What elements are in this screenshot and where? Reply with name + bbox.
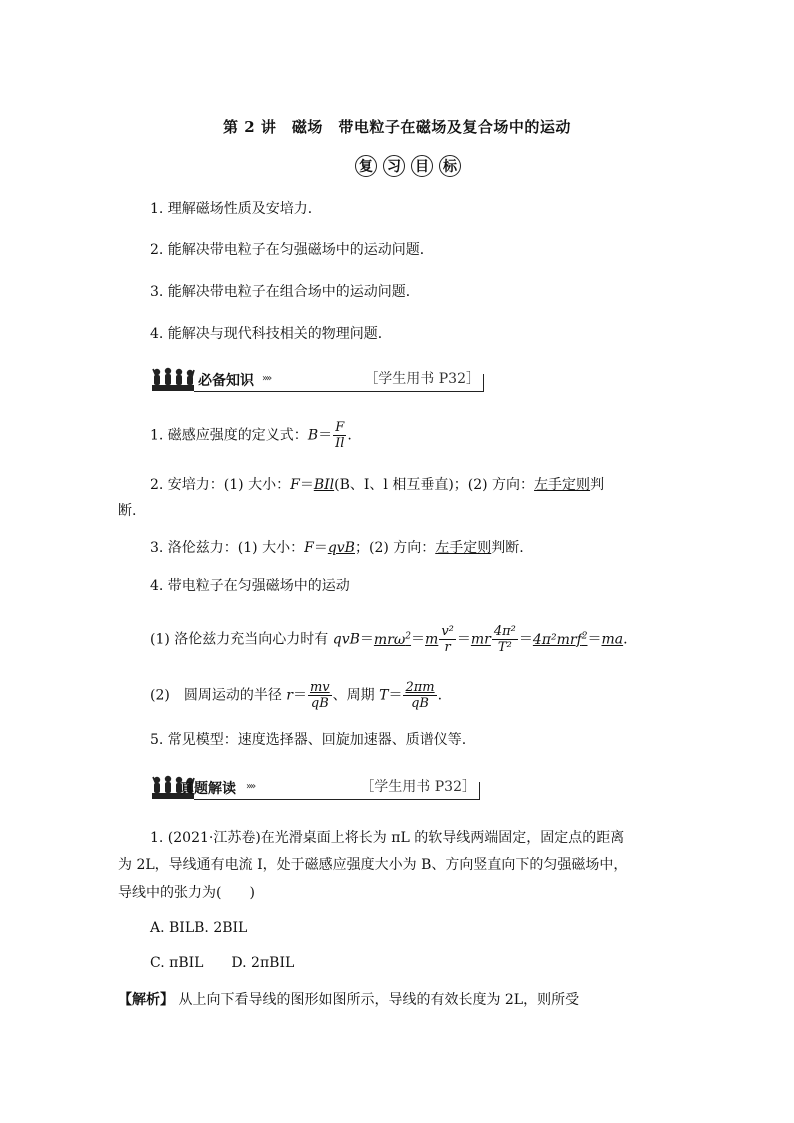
objective-item: 1. 理解磁场性质及安培力． bbox=[150, 201, 322, 217]
banner-tick bbox=[483, 374, 484, 392]
book-reference: ［学生用书 P32］ bbox=[360, 779, 476, 795]
analysis bbox=[118, 990, 579, 1010]
chevrons-icon: »» bbox=[262, 373, 271, 384]
goal-char: 复 bbox=[355, 155, 377, 177]
goal-char: 标 bbox=[439, 155, 461, 177]
goal-char: 习 bbox=[383, 155, 405, 177]
knowledge-2-cont: 断. bbox=[118, 503, 137, 519]
question-line: 为 2L，导线通有电流 I，处于磁感应强度大小为 B、方向竖直向下的匀强磁场中， bbox=[118, 857, 628, 873]
fraction: $\frac{mv}{qB}$ bbox=[309, 680, 330, 711]
objective-item: 4. 能解决与现代科技相关的物理问题． bbox=[150, 326, 392, 342]
chevrons-icon: »» bbox=[246, 781, 255, 792]
knowledge-2: 2. 安培力：(1) 大小：F＝BIl(B、I、l 相互垂直)；(2) 方向：左手定则判 bbox=[150, 477, 605, 493]
section-banner-knowledge bbox=[150, 364, 484, 394]
banner-rule bbox=[194, 799, 480, 800]
objective-item: 2. 能解决带电粒子在匀强磁场中的运动问题． bbox=[150, 242, 434, 258]
answer-options: A. BILB. 2BIL bbox=[150, 920, 248, 936]
section-title: 必备知识 bbox=[198, 373, 254, 389]
answer-options: C. πBIL D. 2πBIL bbox=[150, 955, 295, 971]
knowledge-4-1: (1) 洛伦兹力充当向心力时有 qvB＝mrω$^2$＝m $\frac{\text{v²}}{r}$ ＝mr $\frac{\text{4π²}}{\text{T²}}$ ＝4π²mrf$^2$＝ma. bbox=[150, 624, 628, 655]
fraction: $\frac{2\pi m}{qB}$ bbox=[405, 680, 435, 711]
review-goals-heading bbox=[355, 155, 461, 177]
knowledge-5: 5. 常见模型：速度选择器、回旋加速器、质谱仪等. bbox=[150, 732, 467, 748]
knowledge-4: 4. 带电粒子在匀强磁场中的运动 bbox=[150, 578, 350, 594]
section-banner-exam bbox=[150, 772, 480, 802]
question-line: 1. (2021·江苏卷)在光滑桌面上将长为 πL 的软导线两端固定，固定点的距离 bbox=[150, 830, 625, 846]
fraction: $\frac{F}{Il}$ bbox=[335, 420, 345, 451]
section-title: 真题解读 bbox=[180, 781, 236, 797]
fraction: $\frac{\text{v²}}{r}$ bbox=[441, 624, 454, 655]
analysis-text: 从上向下看导线的图形如图所示，导线的有效长度为 2L，则所受 bbox=[174, 992, 580, 1008]
banner-rule bbox=[194, 391, 484, 392]
objective-item: 3. 能解决带电粒子在组合场中的运动问题． bbox=[150, 284, 420, 300]
fraction: $\frac{\text{4π²}}{\text{T²}}$ bbox=[493, 624, 516, 655]
knowledge-4-2: (2) 圆周运动的半径 r＝ $\frac{mv}{qB}$ 、周期 T＝ $\frac{2\pi m}{qB}$ . bbox=[150, 680, 443, 711]
goal-char: 目 bbox=[411, 155, 433, 177]
book-reference: ［学生用书 P32］ bbox=[364, 371, 480, 387]
banner-tick bbox=[479, 782, 480, 800]
page-title: 第 2 讲 磁场 带电粒子在磁场及复合场中的运动 bbox=[223, 118, 571, 136]
students-icon bbox=[150, 366, 196, 392]
knowledge-1: 1. 磁感应强度的定义式：B＝ $\frac{F}{Il}$ . bbox=[150, 420, 352, 451]
knowledge-3: 3. 洛伦兹力：(1) 大小：F＝qvB；(2) 方向：左手定则判断. bbox=[150, 540, 524, 556]
analysis-label: 【解析】 bbox=[118, 992, 174, 1008]
question-line: 导线中的张力为( ) bbox=[118, 885, 255, 901]
